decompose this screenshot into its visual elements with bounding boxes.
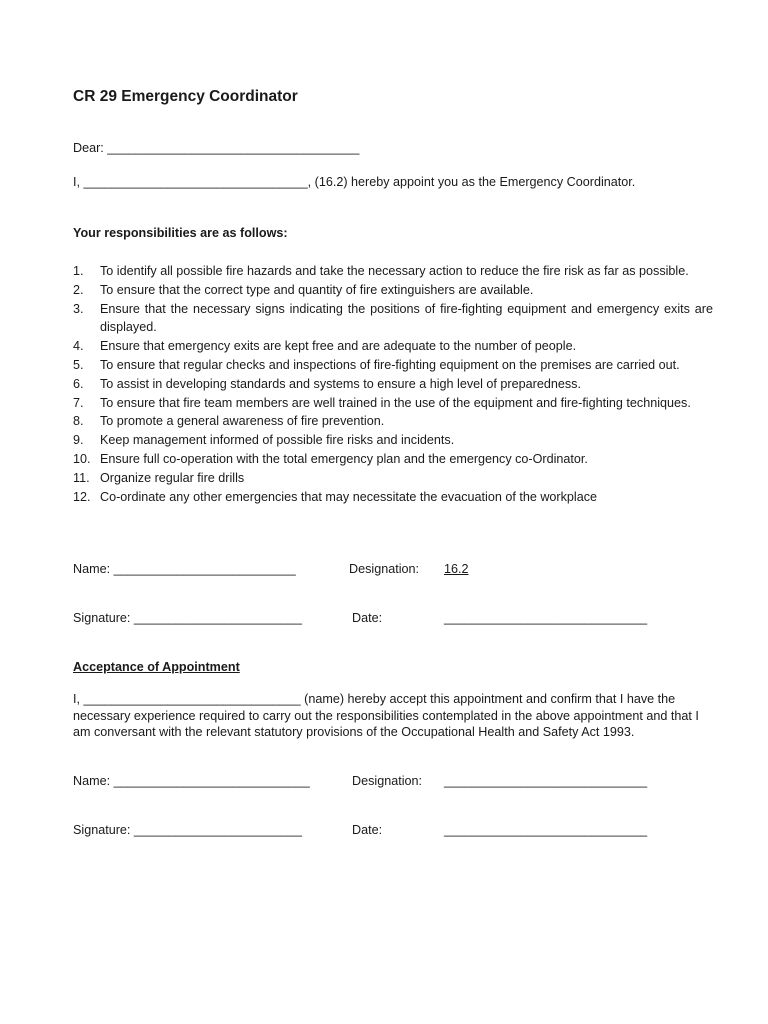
appoint-statement: I, ________________________________, (16.2) hereby appoint you as the Emergency Coordinator. <box>73 175 636 189</box>
appointee-designation-value: _____________________________ <box>444 774 648 788</box>
responsibility-number: 10. <box>73 451 91 466</box>
responsibility-item <box>73 469 713 488</box>
acceptance-heading: Acceptance of Appointment <box>73 660 240 674</box>
responsibility-text: Organize regular fire drills <box>100 470 245 485</box>
responsibility-item <box>73 337 713 356</box>
responsibility-number: 2. <box>73 282 84 297</box>
acceptance-paragraph: I, _______________________________ (name) hereby accept this appointment and confirm that I have the necessary experience required to carry out the responsibilities contemplated in the above appointment and that I am conversant with the relevant statutory provisions of the Occupational Health and Safety Act 1993. <box>73 692 699 740</box>
responsibility-number: 7. <box>73 395 84 410</box>
responsibility-number: 12. <box>73 489 91 504</box>
responsibility-number: 4. <box>73 339 84 354</box>
responsibility-text: To ensure that the correct type and quantity of fire extinguishers are available. <box>100 282 534 297</box>
responsibility-number: 11. <box>73 470 90 485</box>
responsibility-number: 1. <box>73 264 84 278</box>
responsibility-text: Co-ordinate any other emergencies that may necessitate the evacuation of the workplace <box>100 489 598 504</box>
responsibility-item <box>73 375 713 394</box>
responsibility-text: To promote a general awareness of fire prevention. <box>100 414 385 429</box>
responsibility-item <box>73 431 713 450</box>
responsibility-item <box>73 262 713 281</box>
appointer-name-field: Name: __________________________ <box>73 562 296 576</box>
responsibility-item <box>73 412 713 431</box>
responsibility-number: 6. <box>73 376 84 391</box>
responsibility-number: 5. <box>73 357 84 372</box>
responsibilities-list <box>73 262 713 506</box>
appointer-designation-value: 16.2 <box>444 562 469 576</box>
appointer-signature-field: Signature: ________________________ <box>73 611 303 625</box>
responsibilities-heading: Your responsibilities are as follows: <box>73 226 288 240</box>
responsibility-text: To ensure that regular checks and inspections of fire-fighting equipment on the premises are carried out. <box>100 357 680 372</box>
responsibility-item <box>73 356 713 375</box>
responsibility-item <box>73 450 713 469</box>
responsibility-item <box>73 281 713 300</box>
dear-line: Dear: ____________________________________ <box>73 141 360 155</box>
appointee-signature-field: Signature: ________________________ <box>73 823 303 837</box>
appointer-date-label: Date: <box>352 611 383 625</box>
responsibility-number: 9. <box>73 433 84 448</box>
responsibility-item <box>73 300 713 338</box>
responsibility-text: To ensure that fire team members are well trained in the use of the equipment and fire-fighting techniques. <box>100 395 691 410</box>
appointer-designation-label: Designation: <box>349 562 420 576</box>
responsibility-text: To assist in developing standards and systems to ensure a high level of preparedness. <box>100 376 581 391</box>
responsibility-number: 8. <box>73 414 84 429</box>
responsibility-text: Ensure that the necessary signs indicating the positions of fire-fighting equipment and emergency exits are displayed. <box>100 301 713 335</box>
document-title: CR 29 Emergency Coordinator <box>73 88 298 105</box>
appointee-date-value: _____________________________ <box>444 823 648 837</box>
appointer-date-value: _____________________________ <box>444 611 648 625</box>
appointee-name-field: Name: ____________________________ <box>73 774 310 788</box>
responsibility-item <box>73 488 713 507</box>
responsibility-text: Ensure full co-operation with the total emergency plan and the emergency co-Ordinator. <box>100 451 588 466</box>
responsibility-text: To identify all possible fire hazards and take the necessary action to reduce the fire risk as far as possible. <box>100 264 689 278</box>
responsibility-text: Ensure that emergency exits are kept free and are adequate to the number of people. <box>100 339 577 354</box>
responsibility-item <box>73 394 713 413</box>
appointee-date-label: Date: <box>352 823 383 837</box>
appointee-designation-label: Designation: <box>352 774 423 788</box>
responsibility-text: Keep management informed of possible fire risks and incidents. <box>100 433 455 448</box>
responsibility-number: 3. <box>73 301 84 316</box>
